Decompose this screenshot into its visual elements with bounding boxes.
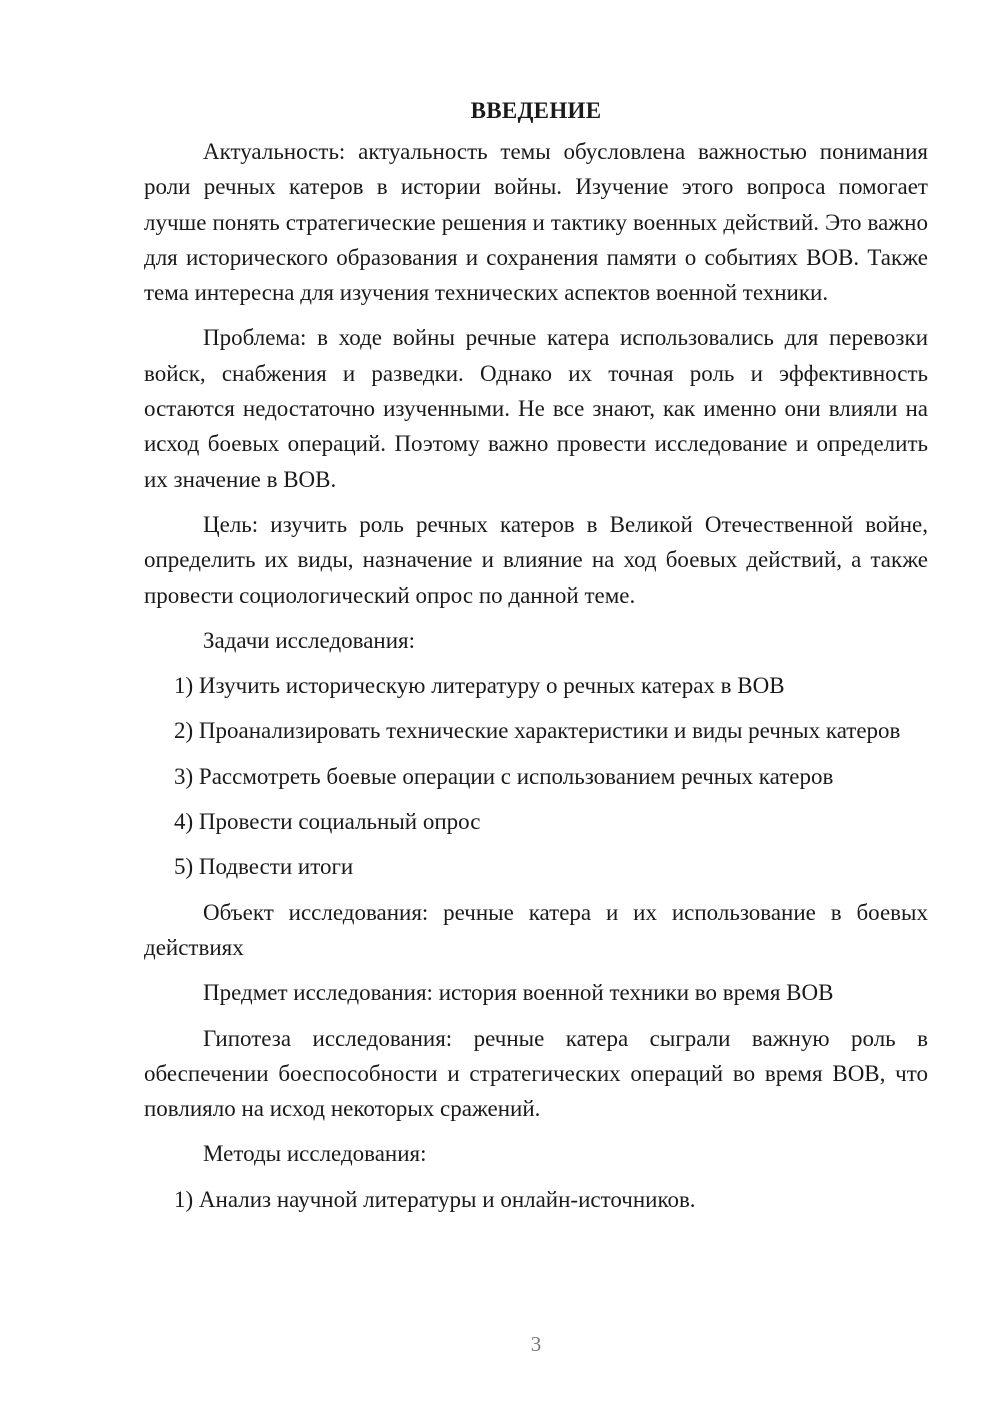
page-number: 3 (530, 1332, 542, 1356)
paragraph-methods-title: Методы исследования: (203, 1141, 427, 1167)
paragraph-subject: Предмет исследования: история военной техники во время ВОВ (203, 980, 834, 1006)
task-item-5: 5) Подвести итоги (174, 854, 354, 880)
task-item-2: 2) Проанализировать технические характеристики и виды речных катеров (174, 718, 901, 744)
paragraph-hypothesis: Гипотеза исследования: речные катера сыграли важную роль в обеспечении боеспособности и стратегических операций во время ВОВ, что повлияло на исход некоторых сражений. (144, 1025, 928, 1122)
page-content (144, 93, 928, 1227)
paragraph-tasks-title: Задачи исследования: (203, 627, 416, 653)
task-item-1: 1) Изучить историческую литературу о речных катерах в ВОВ (174, 673, 785, 699)
task-item-4: 4) Провести социальный опрос (174, 809, 481, 835)
section-heading: ВВЕДЕНИЕ (470, 98, 602, 123)
paragraph-object: Объект исследования: речные катера и их использование в боевых действиях (144, 899, 928, 960)
paragraph-problem: Проблема: в ходе войны речные катера использовались для перевозки войск, снабжения и разведки. Однако их точная роль и эффективность остаются недостаточно изученными. Не все знают, как именно они влияли на исход боевых операций. Поэтому важно провести исследование и определить их значение в ВОВ. (144, 325, 928, 492)
paragraph-goal: Цель: изучить роль речных катеров в Великой Отечественной войне, определить их виды, назначение и влияние на ход боевых действий, а также провести социологический опрос по данной теме. (144, 511, 928, 608)
method-item-1: 1) Анализ научной литературы и онлайн-источников. (174, 1186, 696, 1212)
paragraph-relevance: Актуальность: актуальность темы обусловлена важностью понимания роли речных катеров в истории войны. Изучение этого вопроса помогает лучше понять стратегические решения и тактику военных действий. Это важно для исторического образования и сохранения памяти о событиях ВОВ. Также тема интересна для изучения технических аспектов военной техники. (144, 139, 928, 306)
task-item-3: 3) Рассмотреть боевые операции с использованием речных катеров (174, 763, 834, 789)
